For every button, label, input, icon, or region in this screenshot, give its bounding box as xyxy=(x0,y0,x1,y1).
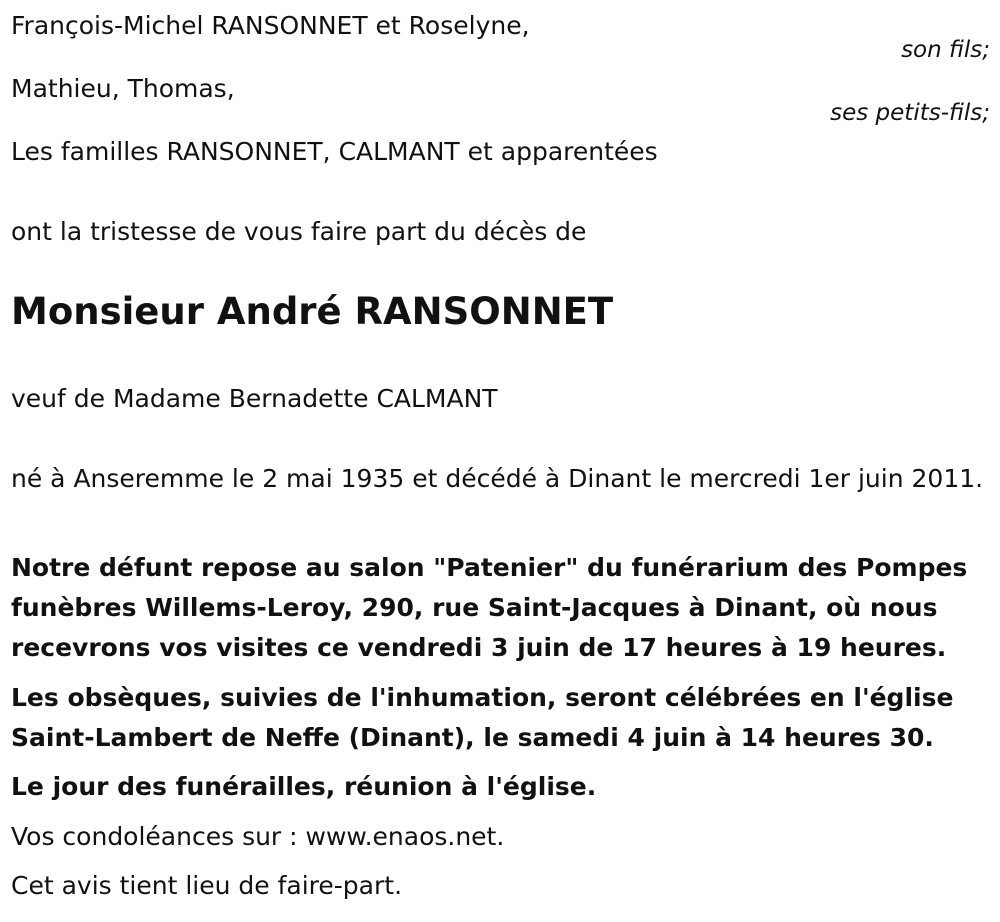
viewing-info: Notre défunt repose au salon "Patenier" du funérarium des Pompes funèbres Willems-Leroy, 290, rue Saint-Jacques à Dinant, où nous recevrons vos visites ce vendredi 3 juin de 17 heures à 19 heures. xyxy=(11,553,968,662)
family-line-son: François-Michel RANSONNET et Roselyne, xyxy=(11,11,530,40)
family-role-grandsons: ses petits-fils; xyxy=(830,100,990,126)
condolences-text: Vos condoléances sur : www.enaos.net. xyxy=(11,822,505,851)
family-line-grandsons: Mathieu, Thomas, xyxy=(11,74,235,103)
deceased-name: Monsieur André RANSONNET xyxy=(11,290,614,333)
birth-death-text: né à Anseremme le 2 mai 1935 et décédé à Dinant le mercredi 1er juin 2011. xyxy=(11,464,984,493)
family-role-son: son fils; xyxy=(901,37,990,63)
funeral-info: Les obsèques, suivies de l'inhumation, seront célébrées en l'église Saint-Lambert de Neffe (Dinant), le samedi 4 juin à 14 heures 30. xyxy=(11,683,954,752)
family-line-relatives: Les familles RANSONNET, CALMANT et apparentées xyxy=(11,137,658,166)
announcement-text: ont la tristesse de vous faire part du décès de xyxy=(11,217,587,246)
widow-line: veuf de Madame Bernadette CALMANT xyxy=(11,384,498,413)
notice-text: Cet avis tient lieu de faire-part. xyxy=(11,871,403,900)
meeting-info: Le jour des funérailles, réunion à l'église. xyxy=(11,772,597,801)
